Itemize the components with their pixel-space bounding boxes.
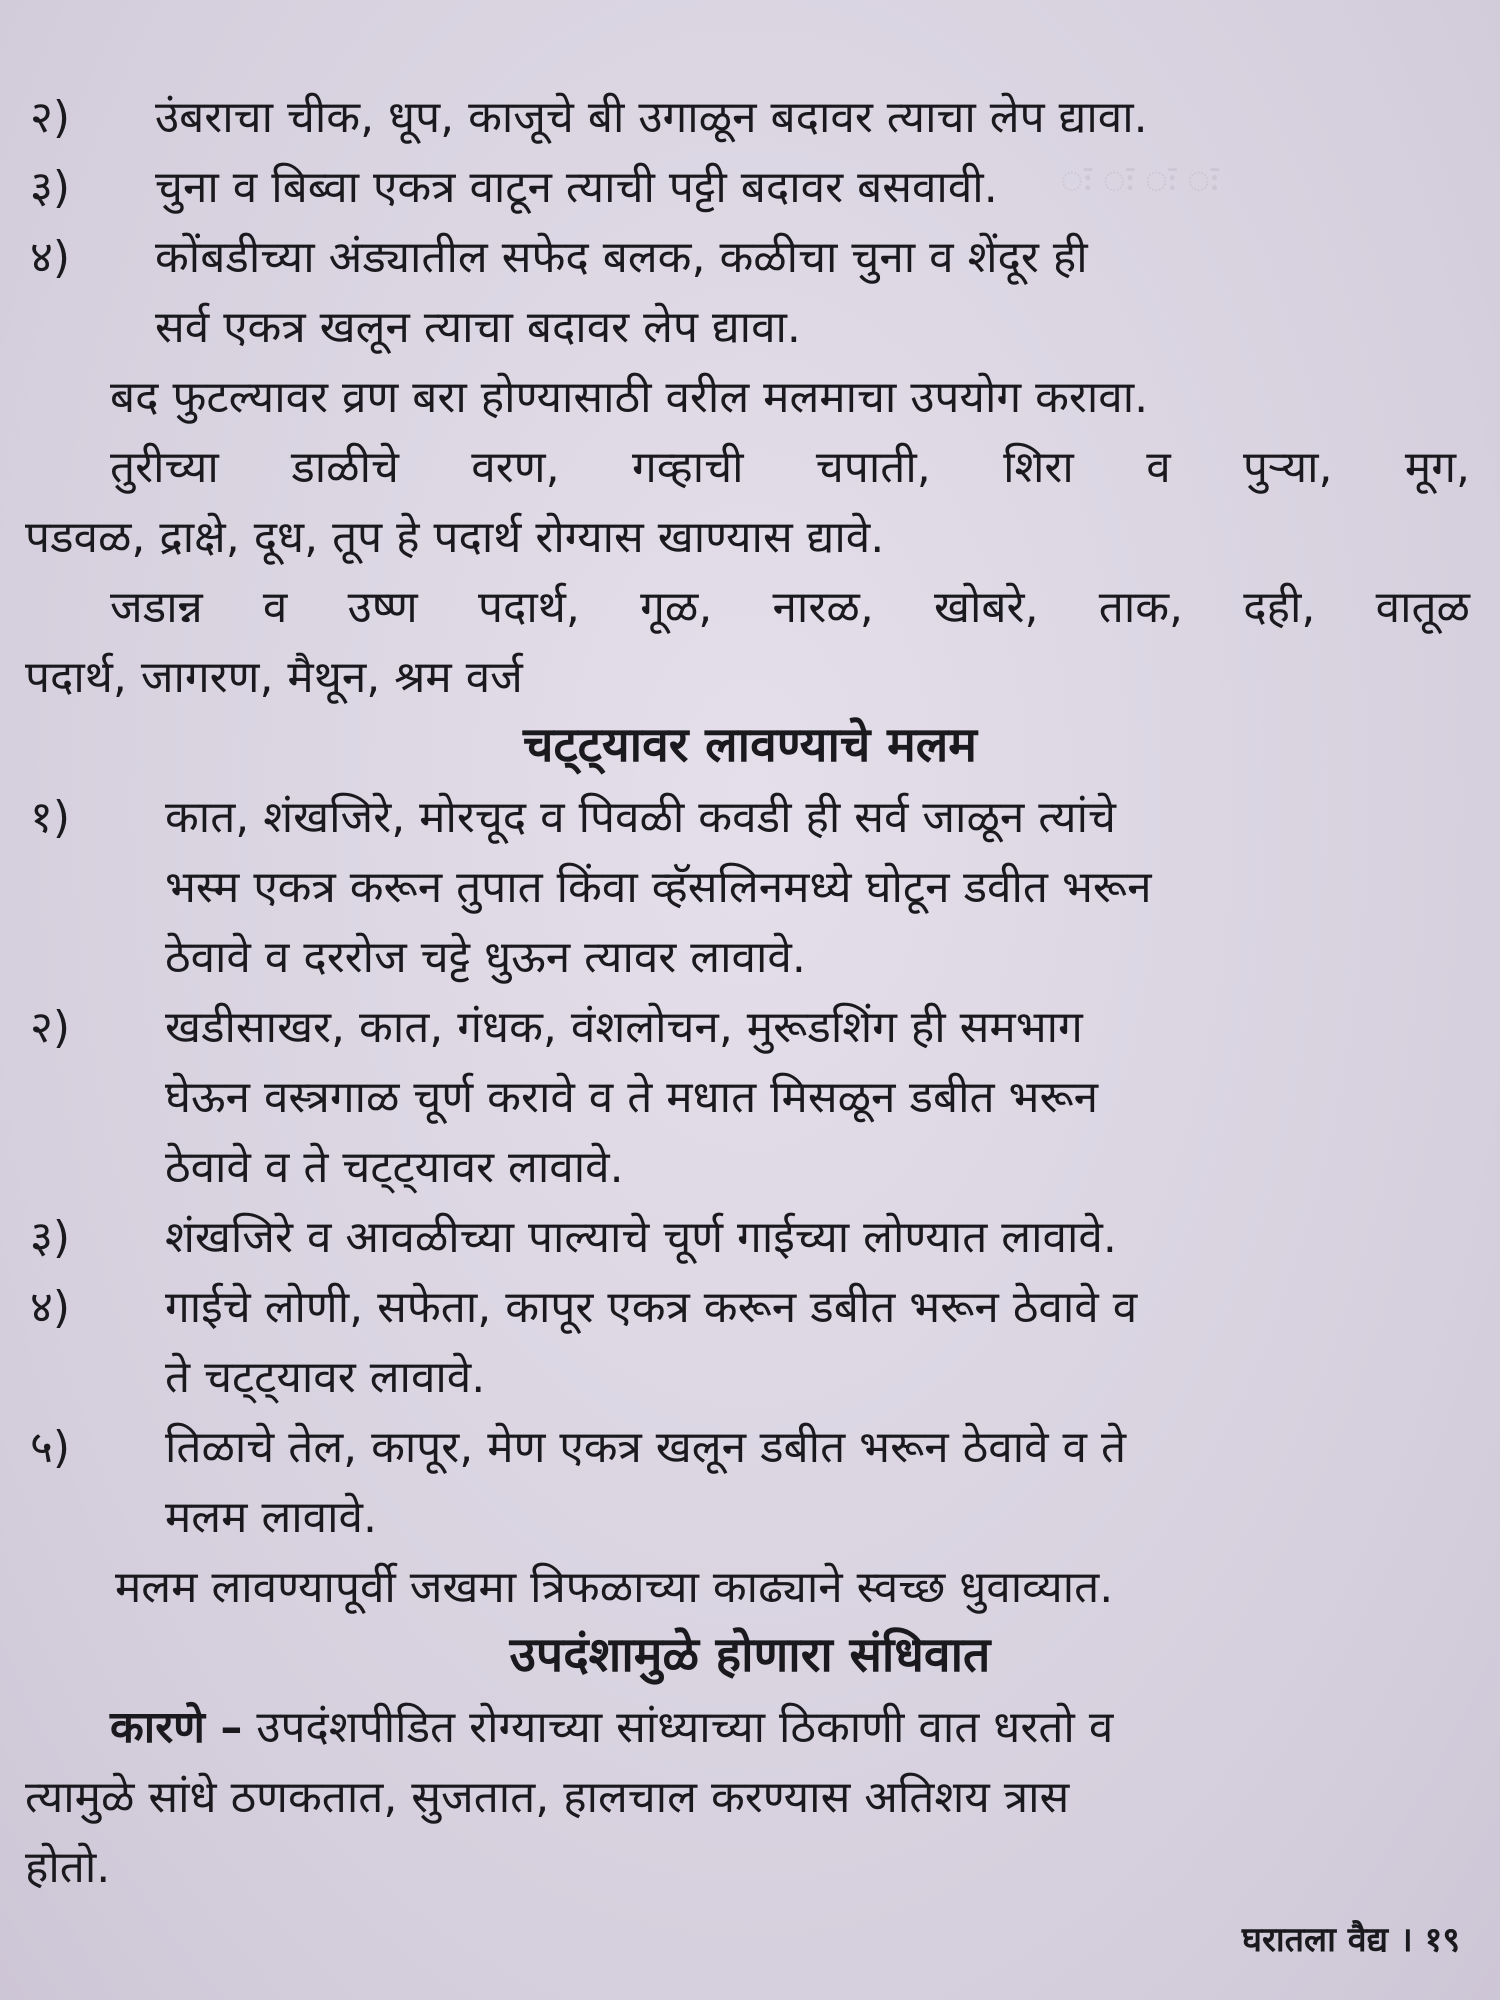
item-number: २) <box>30 92 71 143</box>
list-item-continuation: भस्म एकत्र करून तुपात किंवा व्हॅसलिनमध्ये घोटून डवीत भरून <box>165 862 1152 913</box>
causes-label: कारणे – <box>110 1702 243 1753</box>
causes-text: उपदंशपीडित रोग्याच्या सांध्याच्या ठिकाणी वात धरतो व <box>256 1702 1114 1753</box>
paragraph-continuation: होतो. <box>25 1842 111 1893</box>
paragraph-continuation: त्यामुळे सांधे ठणकतात, सुजतात, हालचाल करण्यास अतिशय त्रास <box>25 1772 1070 1823</box>
list-item-continuation: सर्व एकत्र खलून त्याचा बदावर लेप द्यावा. <box>155 302 801 353</box>
list-item-continuation: ते चट्ट्यावर लावावे. <box>165 1352 486 1403</box>
paragraph: जडान्न व उष्ण पदार्थ, गूळ, नारळ, खोबरे, ताक, दही, वातूळ <box>110 582 1470 633</box>
item-number: ४) <box>30 232 71 283</box>
paragraph: तुरीच्या डाळीचे वरण, गव्हाची चपाती, शिरा व पुऱ्या, मूग, <box>110 442 1470 493</box>
item-number: १) <box>30 792 71 843</box>
paragraph <box>110 1690 1113 1766</box>
paragraph: मलम लावण्यापूर्वी जखमा त्रिफळाच्या काढ्याने स्वच्छ धुवाव्यात. <box>115 1562 1114 1613</box>
item-number: ३) <box>30 1212 71 1263</box>
section-heading: चट्ट्यावर लावण्याचे मलम <box>522 717 978 773</box>
item-text: तिळाचे तेल, कापूर, मेण एकत्र खलून डबीत भरून ठेवावे व ते <box>165 1422 1127 1473</box>
paragraph-continuation: पडवळ, द्राक्षे, दूध, तूप हे पदार्थ रोग्यास खाण्यास द्यावे. <box>25 512 885 563</box>
section-heading: उपदंशामुळे होणारा संधिवात <box>509 1627 991 1683</box>
item-number: ५) <box>30 1422 71 1473</box>
paragraph: बद फुटल्यावर व्रण बरा होण्यासाठी वरील मलमाचा उपयोग करावा. <box>110 372 1149 423</box>
item-number: २) <box>30 1002 71 1053</box>
list-item-continuation: घेऊन वस्त्रगाळ चूर्ण करावे व ते मधात मिसळून डबीत भरून <box>165 1072 1099 1123</box>
item-text: शंखजिरे व आवळीच्या पाल्याचे चूर्ण गाईच्या लोण्यात लावावे. <box>165 1212 1117 1263</box>
item-text: कात, शंखजिरे, मोरचूद व पिवळी कवडी ही सर्व जाळून त्यांचे <box>165 792 1116 843</box>
list-item-continuation: मलम लावावे. <box>165 1492 377 1543</box>
item-number: ३) <box>30 162 71 213</box>
list-item-continuation: ठेवावे व ते चट्ट्यावर लावावे. <box>165 1142 624 1193</box>
item-text: कोंबडीच्या अंड्यातील सफेद बलक, कळीचा चुना व शेंदूर ही <box>155 232 1088 283</box>
item-text: खडीसाखर, कात, गंधक, वंशलोचन, मुरूडशिंग ही समभाग <box>165 1002 1083 1053</box>
item-text: उंबराचा चीक, धूप, काजूचे बी उगाळून बदावर त्याचा लेप द्यावा. <box>155 92 1148 143</box>
item-number: ४) <box>30 1282 71 1333</box>
item-text: चुना व बिब्वा एकत्र वाटून त्याची पट्टी बदावर बसवावी. <box>155 162 998 213</box>
list-item-continuation: ठेवावे व दररोज चट्टे धुऊन त्यावर लावावे. <box>165 932 806 983</box>
show-through-ghost: ः ः ः ः <box>1060 157 1219 203</box>
item-text: गाईचे लोणी, सफेता, कापूर एकत्र करून डबीत भरून ठेवावे व <box>165 1282 1138 1333</box>
page-footer: घरातला वैद्य । १९ <box>1241 1920 1460 1960</box>
paragraph-continuation: पदार्थ, जागरण, मैथून, श्रम वर्ज <box>25 652 523 703</box>
